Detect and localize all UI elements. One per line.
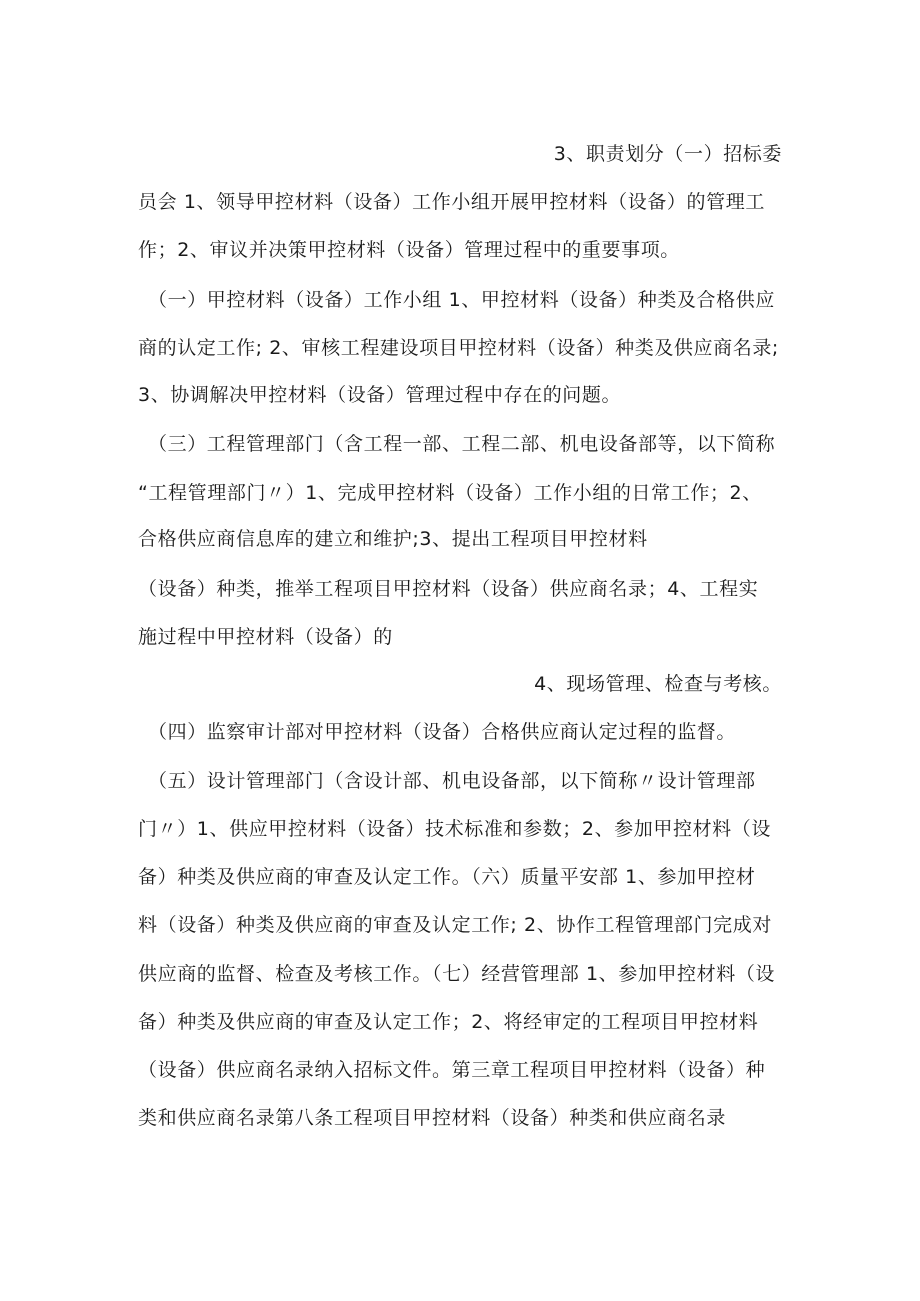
text-line-5: 商的认定工作; 2、审核工程建设项目甲控材料（设备）种类及供应商名录; — [138, 337, 779, 359]
text-line-2: 员会 1、领导甲控材料（设备）工作小组开展甲控材料（设备）的管理工 — [138, 191, 765, 213]
text-line-8: “工程管理部门〃）1、完成甲控材料（设备）工作小组的日常工作；2、 — [138, 482, 762, 504]
text-line-18: 供应商的监督、检查及考核工作。（七）经营管理部 1、参加甲控材料（设 — [138, 963, 776, 985]
text-line-15: 门〃）1、供应甲控材料（设备）技术标准和参数；2、参加甲控材料（设 — [138, 818, 771, 840]
text-line-10: （设备）种类，推举工程项目甲控材料（设备）供应商名录；4、工程实 — [138, 578, 759, 600]
text-line-13: （四）监察审计部对甲控材料（设备）合格供应商认定过程的监督。 — [148, 721, 737, 743]
text-line-12: 4、现场管理、检查与考核。 — [534, 673, 782, 695]
text-line-4: （一）甲控材料（设备）工作小组 1、甲控材料（设备）种类及合格供应 — [148, 289, 775, 311]
text-line-17: 料（设备）种类及供应商的审查及认定工作; 2、协作工程管理部门完成对 — [138, 914, 772, 936]
text-line-7: （三）工程管理部门（含工程一部、工程二部、机电设备部等，以下简称 — [148, 433, 776, 455]
text-line-20: （设备）供应商名录纳入招标文件。第三章工程项目甲控材料（设备）种 — [138, 1059, 766, 1081]
text-line-11: 施过程中甲控材料（设备）的 — [138, 626, 393, 648]
text-line-6: 3、协调解决甲控材料（设备）管理过程中存在的问题。 — [138, 384, 622, 406]
text-line-3: 作；2、审议并决策甲控材料（设备）管理过程中的重要事项。 — [138, 239, 680, 261]
text-line-21: 类和供应商名录第八条工程项目甲控材料（设备）种类和供应商名录 — [138, 1107, 727, 1129]
text-line-19: 备）种类及供应商的审查及认定工作；2、将经审定的工程项目甲控材料 — [138, 1011, 759, 1033]
text-line-16: 备）种类及供应商的审查及认定工作。（六）质量平安部 1、参加甲控材 — [138, 866, 756, 888]
text-line-1: 3、职责划分（一）招标委 — [553, 143, 782, 165]
text-line-9: 合格供应商信息库的建立和维护;3、提出工程项目甲控材料 — [138, 528, 648, 550]
text-line-14: （五）设计管理部门（含设计部、机电设备部，以下简称〃设计管理部 — [148, 770, 756, 792]
